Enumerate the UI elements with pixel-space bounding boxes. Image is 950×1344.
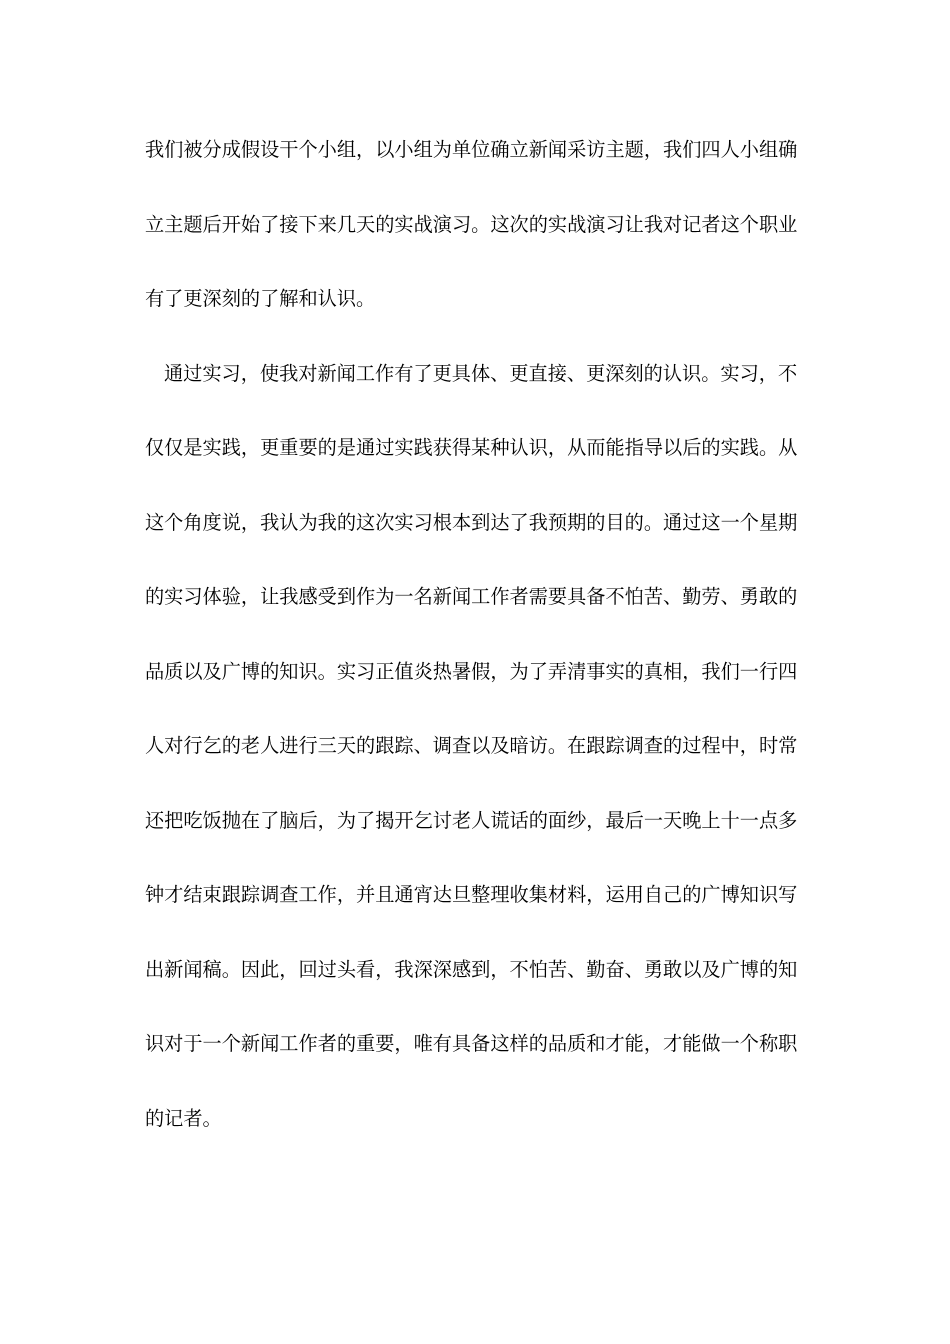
- text-line: 品质以及广博的知识。实习正值炎热暑假，为了弄清事实的真相，我们一行四: [145, 659, 798, 683]
- text-line: 人对行乞的老人进行三天的跟踪、调查以及暗访。在跟踪调查的过程中，时常: [145, 734, 798, 757]
- text-line: 仅仅是实践，更重要的是通过实践获得某种认识，从而能指导以后的实践。从: [145, 436, 798, 459]
- text-line: 的记者。: [145, 1106, 222, 1130]
- text-line: 这个角度说，我认为我的这次实习根本到达了我预期的目的。通过这一个星期: [145, 510, 798, 534]
- text-line: 的实习体验，让我感受到作为一名新闻工作者需要具备不怕苦、勤劳、勇敢的: [145, 585, 798, 608]
- text-line: 立主题后开始了接下来几天的实战演习。这次的实战演习让我对记者这个职业: [145, 212, 798, 236]
- paragraph-first-line: 通过实习，使我对新闻工作有了更具体、更直接、更深刻的认识。实习，不: [164, 361, 798, 385]
- body-text: [145, 130, 797, 1173]
- text-line: 出新闻稿。因此，回过头看，我深深感到，不怕苦、勤奋、勇敢以及广博的知: [145, 957, 798, 981]
- text-line: 有了更深刻的了解和认识。: [145, 287, 376, 310]
- text-line: 我们被分成假设干个小组，以小组为单位确立新闻采访主题，我们四人小组确: [145, 138, 798, 161]
- text-line: 还把吃饭抛在了脑后，为了揭开乞讨老人谎话的面纱，最后一天晚上十一点多: [145, 808, 798, 832]
- text-line: 钟才结束跟踪调查工作，并且通宵达旦整理收集材料，运用自己的广博知识写: [145, 883, 798, 906]
- text-line: 识对于一个新闻工作者的重要，唯有具备这样的品质和才能，才能做一个称职: [145, 1032, 798, 1055]
